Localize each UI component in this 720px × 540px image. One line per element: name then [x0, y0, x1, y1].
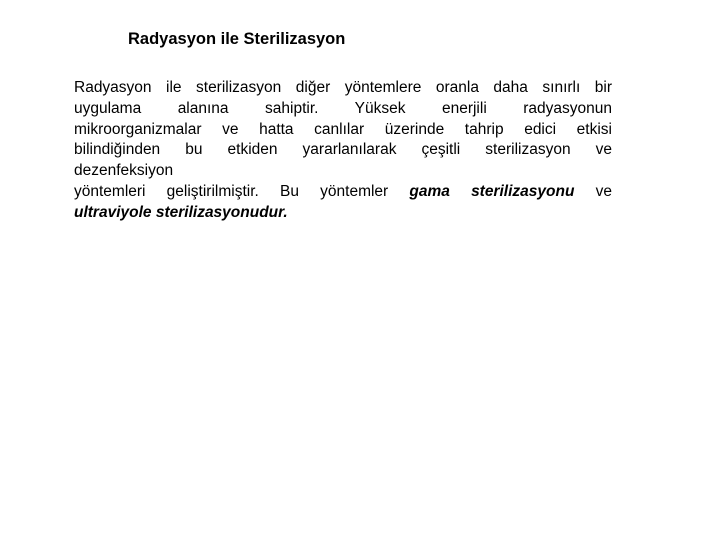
body-line-4: bilindiğinden bu etkiden yararlanılarak çeşitli sterilizasyon ve — [74, 141, 612, 159]
body-line-6 — [74, 182, 612, 203]
body-line-3: mikroorganizmalar ve hatta canlılar üzerinde tahrip edici etkisi — [74, 120, 612, 138]
body-line-6-text: yöntemleri geliştirilmiştir. Bu yöntemler — [74, 182, 410, 200]
slide-title: Radyasyon ile Sterilizasyon — [128, 30, 346, 48]
emphasis-gamma-sterilization: gama sterilizasyonu — [409, 182, 575, 200]
slide-body — [74, 78, 612, 224]
body-line-2: uygulama alanına sahiptir. Yüksek enerjili radyasyonun — [74, 99, 612, 117]
body-line-7 — [74, 203, 612, 224]
emphasis-uv-sterilization: ultraviyole sterilizasyonudur. — [74, 203, 288, 221]
body-line-5: dezenfeksiyon — [74, 162, 174, 180]
body-line-1: Radyasyon ile sterilizasyon diğer yöntemlere oranla daha sınırlı bir — [74, 79, 612, 96]
body-line-6-connector: ve — [574, 182, 612, 200]
